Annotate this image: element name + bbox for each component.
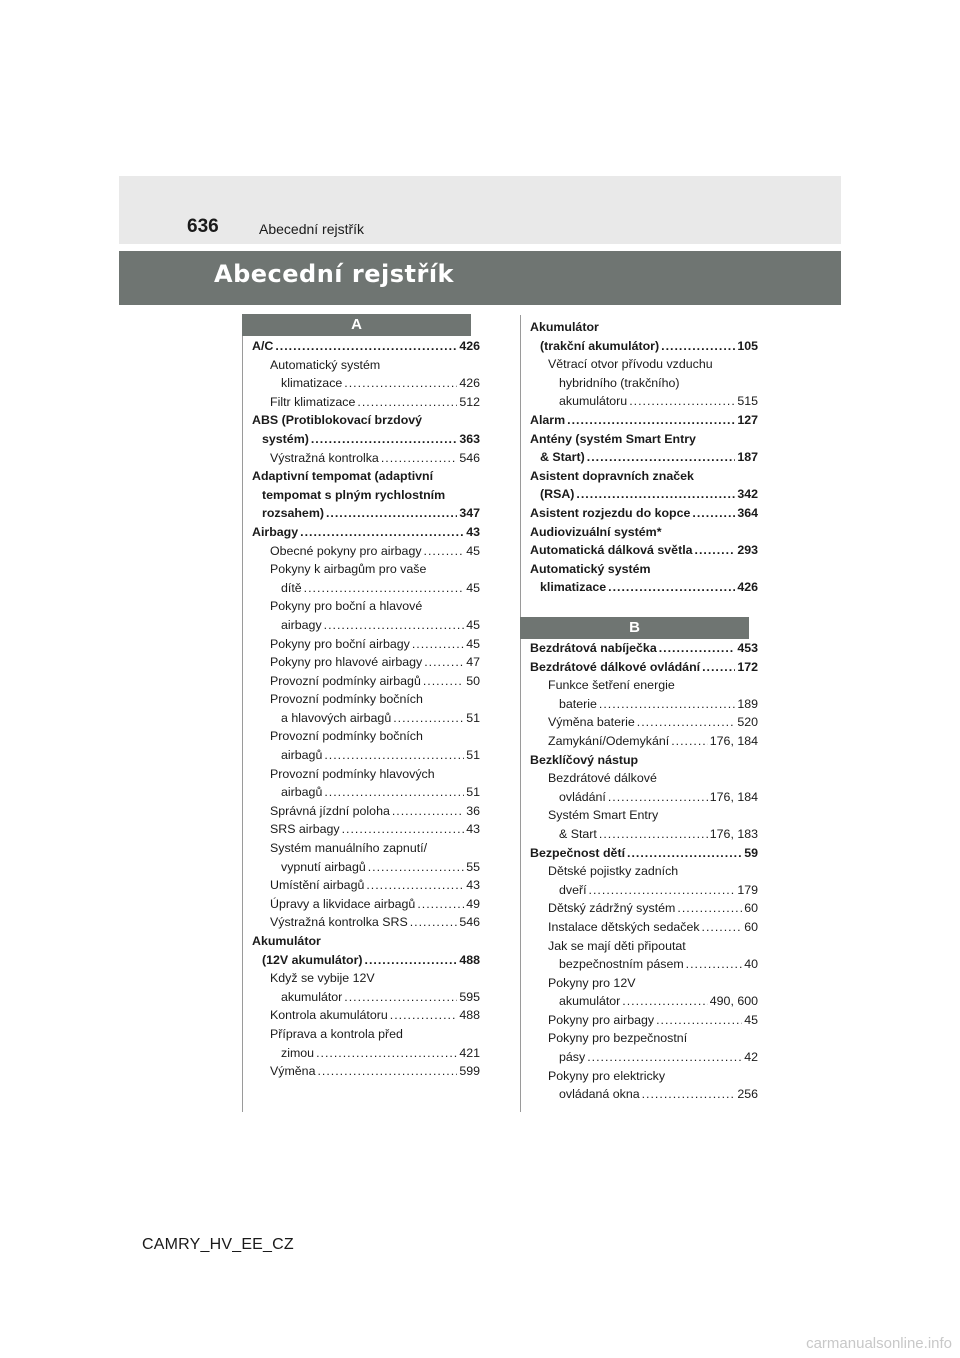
entry-page: 176, 184 — [709, 733, 758, 748]
dot-leader — [390, 1006, 458, 1025]
model-code: CAMRY_HV_EE_CZ — [142, 1236, 294, 1253]
dot-leader — [368, 858, 464, 877]
index-entry — [252, 672, 480, 691]
index-column-2-b — [530, 639, 758, 1104]
entry-page: 51 — [466, 748, 480, 763]
entry-term: & Start) — [540, 450, 585, 465]
index-entry — [530, 541, 758, 560]
dot-leader — [342, 820, 465, 839]
entry-page: 421 — [459, 1045, 480, 1060]
dot-leader — [661, 337, 735, 356]
dot-leader — [417, 895, 464, 914]
entry-page: 43 — [466, 524, 480, 539]
entry-term: airbagy — [281, 617, 322, 632]
entry-page: 59 — [744, 845, 758, 860]
dot-leader — [424, 542, 465, 561]
entry-page: 347 — [459, 506, 480, 521]
entry-term: Výměna — [270, 1064, 316, 1079]
column-divider-middle — [520, 315, 521, 1112]
entry-term: Akumulátor — [252, 934, 321, 948]
index-entry — [252, 393, 480, 412]
index-entry — [252, 690, 480, 727]
entry-page: 50 — [466, 673, 480, 688]
entry-term: Asistent rozjezdu do kopce — [530, 505, 691, 520]
dot-leader — [576, 485, 735, 504]
entry-page: 520 — [737, 715, 758, 730]
entry-page: 179 — [737, 882, 758, 897]
index-entry — [530, 732, 758, 751]
entry-page: 60 — [744, 919, 758, 934]
header-band — [119, 176, 841, 244]
dot-leader — [642, 1085, 736, 1104]
entry-term: (12V akumulátor) — [262, 952, 363, 967]
running-header: Abecední rejstřík — [259, 221, 365, 237]
entry-page: 599 — [459, 1064, 480, 1079]
index-entry — [530, 806, 758, 843]
entry-term: Úpravy a likvidace airbagů — [270, 896, 416, 911]
entry-term: Větrací otvor přívodu vzduchu — [548, 357, 713, 372]
index-entry — [252, 523, 480, 542]
entry-term: Funkce šetření energie — [548, 678, 675, 693]
dot-leader — [423, 672, 464, 691]
watermark: carmanualsonline.info — [806, 1335, 952, 1352]
entry-term: hybridního (trakčního) — [559, 375, 680, 390]
entry-term: Adaptivní tempomat (adaptivní — [252, 469, 434, 484]
dot-leader — [311, 430, 457, 449]
entry-term: Bezdrátové dálkové — [548, 771, 657, 786]
index-entry — [530, 430, 758, 467]
index-entry — [252, 895, 480, 914]
entry-page: 105 — [737, 338, 758, 353]
entry-page: 43 — [466, 878, 480, 893]
entry-term: Pokyny pro airbagy — [548, 1012, 655, 1027]
entry-page: 45 — [466, 543, 480, 558]
dot-leader — [381, 449, 458, 468]
entry-term: airbagů — [281, 785, 323, 800]
index-entry — [252, 597, 480, 634]
entry-term: Správná jízdní poloha — [270, 803, 390, 818]
entry-term: A/C — [252, 339, 274, 353]
entry-term: dveří — [559, 882, 587, 897]
dot-leader — [324, 746, 464, 765]
dot-leader — [344, 988, 457, 1007]
entry-term: Bezdrátová nabíječka — [530, 641, 657, 655]
entry-term: Když se vybije 12V — [270, 971, 375, 986]
entry-term: Výstražná kontrolka — [270, 450, 379, 465]
entry-term: Airbagy — [252, 524, 299, 539]
entry-term: Výstražná kontrolka SRS — [270, 915, 408, 930]
index-entry — [530, 504, 758, 523]
index-entry — [252, 467, 480, 523]
dot-leader — [410, 913, 458, 932]
entry-term: Pokyny pro 12V — [548, 975, 636, 990]
dot-leader — [627, 844, 742, 863]
entry-term: ABS (Protiblokovací brzdový — [252, 413, 423, 428]
index-entry — [252, 876, 480, 895]
dot-leader — [393, 709, 464, 728]
entry-page: 256 — [737, 1087, 758, 1102]
index-entry — [530, 411, 758, 430]
entry-page: 40 — [744, 957, 758, 972]
index-entry — [252, 727, 480, 764]
index-entry — [252, 839, 480, 876]
entry-term: Výměna baterie — [548, 715, 635, 730]
dot-leader — [599, 825, 708, 844]
entry-term: Provozní podmínky bočních — [270, 729, 423, 744]
entry-page: 51 — [466, 785, 480, 800]
entry-term: Bezklíčový nástup — [530, 752, 639, 767]
entry-term: SRS airbagy — [270, 822, 340, 837]
dot-leader — [629, 392, 735, 411]
entry-term: Akumulátor — [530, 320, 599, 334]
index-entry — [530, 560, 758, 597]
entry-page: 187 — [737, 450, 758, 465]
entry-page: 426 — [459, 339, 480, 353]
dot-leader — [702, 658, 735, 677]
entry-term: a hlavových airbagů — [281, 710, 392, 725]
entry-term: Dětský zádržný systém — [548, 901, 676, 916]
dot-leader — [326, 504, 457, 523]
index-entry — [252, 635, 480, 654]
entry-term: akumulátor — [559, 994, 621, 1009]
entry-page: 127 — [737, 412, 758, 427]
entry-page: 363 — [459, 431, 480, 446]
index-entry — [530, 918, 758, 937]
index-entry — [530, 751, 758, 770]
dot-leader — [589, 881, 736, 900]
entry-page: 47 — [466, 655, 480, 670]
index-entry — [530, 523, 758, 542]
index-column-1 — [252, 337, 480, 1081]
entry-term: bezpečnostním pásem — [559, 957, 684, 972]
index-entry — [530, 639, 758, 658]
entry-term: Provozní podmínky airbagů — [270, 673, 421, 688]
entry-term: Filtr klimatizace — [270, 394, 356, 409]
dot-leader — [587, 448, 736, 467]
entry-term: Umístění airbagů — [270, 878, 365, 893]
index-entry — [252, 560, 480, 597]
entry-page: 342 — [737, 487, 758, 502]
entry-page: 515 — [737, 394, 758, 409]
index-entry — [530, 844, 758, 863]
index-entry — [530, 318, 758, 355]
index-entry — [530, 355, 758, 411]
dot-leader — [424, 653, 464, 672]
entry-term: baterie — [559, 696, 597, 711]
index-entry — [252, 765, 480, 802]
dot-leader — [686, 955, 743, 974]
entry-page: 51 — [466, 710, 480, 725]
index-entry — [252, 1006, 480, 1025]
index-column-2-a — [530, 318, 758, 597]
index-entry — [530, 937, 758, 974]
dot-leader — [316, 1044, 457, 1063]
dot-leader — [304, 579, 465, 598]
index-entry — [252, 802, 480, 821]
dot-leader — [695, 541, 736, 560]
dot-leader — [324, 783, 464, 802]
entry-page: 43 — [466, 822, 480, 837]
entry-term: (RSA) — [540, 487, 575, 502]
entry-term: rozsahem) — [262, 506, 324, 521]
entry-page: 49 — [466, 896, 480, 911]
dot-leader — [608, 788, 708, 807]
entry-page: 45 — [466, 636, 480, 651]
index-entry — [252, 1025, 480, 1062]
index-entry — [530, 1029, 758, 1066]
entry-page: 488 — [459, 952, 480, 967]
dot-leader — [656, 1011, 742, 1030]
entry-page: 426 — [737, 580, 758, 595]
entry-term: Antény (systém Smart Entry — [530, 431, 696, 446]
entry-term: Kontrola akumulátoru — [270, 1008, 388, 1023]
entry-page: 45 — [466, 617, 480, 632]
dot-leader — [671, 732, 708, 751]
index-entry — [530, 899, 758, 918]
index-entry — [252, 913, 480, 932]
entry-term: systém) — [262, 431, 309, 446]
dot-leader — [357, 393, 457, 412]
entry-term: akumulátoru — [559, 394, 628, 409]
dot-leader — [567, 411, 735, 430]
index-entry — [252, 542, 480, 561]
dot-leader — [692, 504, 735, 523]
entry-page: 36 — [466, 803, 480, 818]
dot-leader — [412, 635, 464, 654]
entry-term: Příprava a kontrola před — [270, 1026, 403, 1041]
index-entry — [252, 449, 480, 468]
entry-term: Pokyny pro boční a hlavové — [270, 599, 423, 614]
page-title: Abecední rejstřík — [214, 260, 455, 288]
entry-page: 546 — [459, 450, 480, 465]
index-entry — [530, 467, 758, 504]
entry-term: tempomat s plným rychlostním — [262, 487, 446, 502]
entry-term: (trakční akumulátor) — [540, 338, 660, 353]
entry-term: Alarm — [530, 412, 566, 427]
index-entry — [530, 974, 758, 1011]
letter-heading-b: B — [520, 617, 749, 639]
entry-term: ovládání — [559, 789, 606, 804]
entry-page: 176, 183 — [709, 826, 758, 841]
entry-page: 176, 184 — [709, 789, 758, 804]
entry-term: Automatický systém — [530, 561, 651, 576]
entry-page: 189 — [737, 696, 758, 711]
entry-term: pásy — [559, 1050, 586, 1065]
entry-page: 512 — [459, 394, 480, 409]
entry-page: 42 — [744, 1050, 758, 1065]
entry-term: Pokyny pro boční airbagy — [270, 636, 410, 651]
index-entry — [530, 676, 758, 713]
entry-term: Pokyny pro elektricky — [548, 1068, 666, 1083]
entry-page: 488 — [459, 1008, 480, 1023]
dot-leader — [637, 713, 736, 732]
entry-term: dítě — [281, 580, 302, 595]
entry-term: airbagů — [281, 748, 323, 763]
entry-term: Bezpečnost dětí — [530, 845, 626, 860]
entry-page: 546 — [459, 915, 480, 930]
dot-leader — [622, 992, 707, 1011]
index-entry — [530, 769, 758, 806]
dot-leader — [324, 616, 465, 635]
entry-term: Instalace dětských sedaček — [548, 919, 700, 934]
entry-term: Provozní podmínky hlavových — [270, 766, 435, 781]
entry-page: 45 — [744, 1012, 758, 1027]
entry-term: Provozní podmínky bočních — [270, 692, 423, 707]
index-entry — [530, 1011, 758, 1030]
index-entry — [252, 356, 480, 393]
entry-term: Pokyny k airbagům pro vaše — [270, 562, 427, 577]
entry-page: 453 — [737, 641, 758, 655]
entry-term: zimou — [281, 1045, 315, 1060]
entry-term: Zamykání/Odemykání — [548, 733, 670, 748]
dot-leader — [275, 337, 457, 356]
entry-term: Audiovizuální systém* — [530, 524, 662, 539]
dot-leader — [587, 1048, 742, 1067]
entry-term: Obecné pokyny pro airbagy — [270, 543, 422, 558]
entry-page: 490, 600 — [709, 994, 758, 1009]
index-entry — [252, 337, 480, 356]
index-entry — [252, 969, 480, 1006]
entry-term: Asistent dopravních značek — [530, 468, 694, 483]
dot-leader — [608, 578, 735, 597]
column-divider-left — [242, 315, 243, 1112]
dot-leader — [365, 951, 458, 970]
dot-leader — [300, 523, 464, 542]
dot-leader — [344, 374, 457, 393]
dot-leader — [317, 1062, 457, 1081]
index-entry — [530, 1067, 758, 1104]
dot-leader — [659, 639, 736, 658]
index-entry — [252, 820, 480, 839]
entry-term: klimatizace — [281, 376, 343, 391]
entry-term: & Start — [559, 826, 597, 841]
entry-page: 293 — [737, 543, 758, 558]
entry-term: Systém Smart Entry — [548, 808, 659, 823]
index-entry — [530, 713, 758, 732]
page-number: 636 — [187, 216, 219, 237]
dot-leader — [366, 876, 464, 895]
entry-term: Jak se mají děti připoutat — [548, 938, 686, 953]
entry-term: Bezdrátové dálkové ovládání — [530, 659, 701, 674]
entry-term: Dětské pojistky zadních — [548, 864, 679, 879]
entry-page: 60 — [744, 901, 758, 916]
index-entry — [252, 932, 480, 969]
index-entry — [530, 862, 758, 899]
entry-page: 426 — [459, 376, 480, 391]
entry-term: Systém manuálního zapnutí/ — [270, 841, 428, 856]
entry-page: 45 — [466, 580, 480, 595]
index-entry — [252, 653, 480, 672]
entry-term: vypnutí airbagů — [281, 859, 366, 874]
entry-term: akumulátor — [281, 989, 343, 1004]
dot-leader — [392, 802, 464, 821]
index-entry — [252, 411, 480, 448]
entry-term: Automatický systém — [270, 357, 381, 372]
index-entry — [252, 1062, 480, 1081]
entry-term: Automatická dálková světla — [530, 543, 693, 558]
entry-page: 364 — [737, 505, 758, 520]
entry-term: Pokyny pro hlavové airbagy — [270, 655, 423, 670]
entry-page: 55 — [466, 859, 480, 874]
entry-page: 172 — [737, 659, 758, 674]
entry-term: klimatizace — [540, 580, 607, 595]
entry-term: ovládaná okna — [559, 1087, 640, 1102]
entry-term: Pokyny pro bezpečnostní — [548, 1031, 688, 1046]
letter-heading-a: A — [242, 314, 471, 336]
dot-leader — [702, 918, 743, 937]
dot-leader — [677, 899, 742, 918]
index-entry — [530, 658, 758, 677]
entry-page: 595 — [459, 989, 480, 1004]
dot-leader — [599, 695, 735, 714]
